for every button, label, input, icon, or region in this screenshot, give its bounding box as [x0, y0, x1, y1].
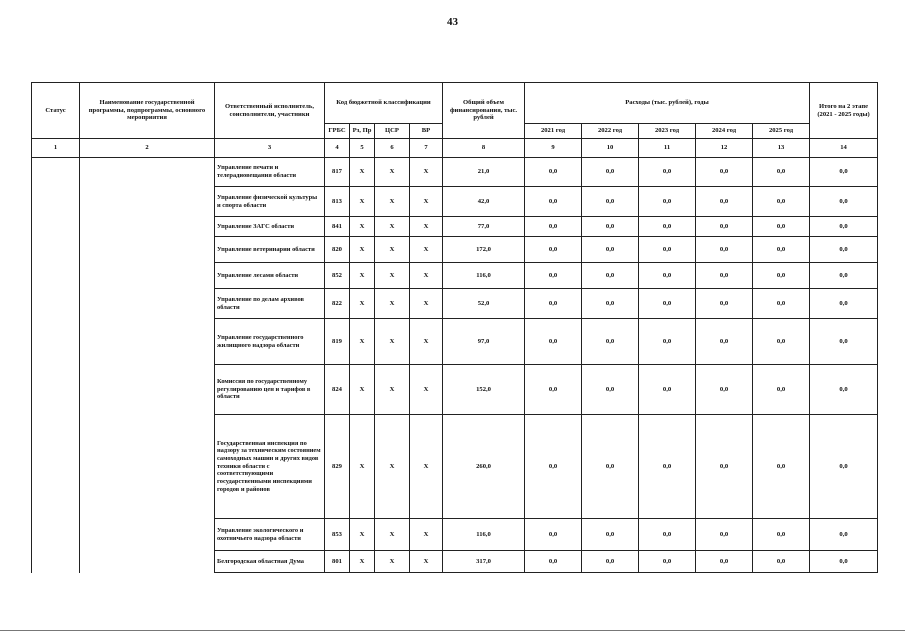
column-number: 1 [32, 139, 80, 158]
grbs-cell: 824 [325, 365, 350, 415]
csr-cell: Х [375, 519, 410, 551]
header-vr: ВР [410, 124, 443, 139]
year-2021-cell: 0,0 [525, 158, 582, 187]
budget-table [31, 82, 878, 573]
status-cell [32, 187, 80, 217]
year-2024-cell: 0,0 [696, 415, 753, 519]
header-year-2024: 2024 год [696, 124, 753, 139]
responsible-cell: Управление ветеринарии области [215, 237, 325, 263]
responsible-cell: Комиссия по государственному регулированию цен и тарифов в области [215, 365, 325, 415]
column-number-row [32, 139, 878, 158]
status-cell [32, 365, 80, 415]
year-2022-cell: 0,0 [582, 365, 639, 415]
year-2025-cell: 0,0 [753, 551, 810, 573]
program-name-cell [80, 158, 215, 187]
vr-cell: Х [410, 519, 443, 551]
year-2024-cell: 0,0 [696, 319, 753, 365]
table-row [32, 237, 878, 263]
total-cell: 260,0 [443, 415, 525, 519]
year-2022-cell: 0,0 [582, 519, 639, 551]
column-number: 8 [443, 139, 525, 158]
header-csr: ЦСР [375, 124, 410, 139]
year-2023-cell: 0,0 [639, 263, 696, 289]
responsible-cell: Управление лесами области [215, 263, 325, 289]
year-2021-cell: 0,0 [525, 289, 582, 319]
year-2021-cell: 0,0 [525, 415, 582, 519]
grbs-cell: 801 [325, 551, 350, 573]
stage-total-cell: 0,0 [810, 415, 878, 519]
column-number: 7 [410, 139, 443, 158]
grbs-cell: 841 [325, 217, 350, 237]
year-2023-cell: 0,0 [639, 187, 696, 217]
year-2024-cell: 0,0 [696, 263, 753, 289]
csr-cell: Х [375, 415, 410, 519]
program-name-cell [80, 551, 215, 573]
total-cell: 116,0 [443, 519, 525, 551]
year-2025-cell: 0,0 [753, 415, 810, 519]
year-2021-cell: 0,0 [525, 319, 582, 365]
csr-cell: Х [375, 217, 410, 237]
total-cell: 77,0 [443, 217, 525, 237]
total-cell: 21,0 [443, 158, 525, 187]
program-name-cell [80, 217, 215, 237]
total-cell: 52,0 [443, 289, 525, 319]
column-number: 10 [582, 139, 639, 158]
year-2022-cell: 0,0 [582, 237, 639, 263]
header-year-2025: 2025 год [753, 124, 810, 139]
header-total-funding: Общий объем финансирования, тыс. рублей [443, 83, 525, 139]
total-cell: 42,0 [443, 187, 525, 217]
csr-cell: Х [375, 237, 410, 263]
year-2024-cell: 0,0 [696, 551, 753, 573]
header-program-name: Наименование государственной программы, подпрограммы, основного мероприятия [80, 83, 215, 139]
rz-pr-cell: Х [350, 289, 375, 319]
total-cell: 317,0 [443, 551, 525, 573]
year-2021-cell: 0,0 [525, 237, 582, 263]
table-body [32, 158, 878, 573]
csr-cell: Х [375, 158, 410, 187]
year-2022-cell: 0,0 [582, 263, 639, 289]
year-2023-cell: 0,0 [639, 319, 696, 365]
csr-cell: Х [375, 319, 410, 365]
rz-pr-cell: Х [350, 158, 375, 187]
table-row [32, 158, 878, 187]
stage-total-cell: 0,0 [810, 217, 878, 237]
table-row [32, 187, 878, 217]
program-name-cell [80, 263, 215, 289]
rz-pr-cell: Х [350, 187, 375, 217]
program-name-cell [80, 187, 215, 217]
status-cell [32, 158, 80, 187]
column-number: 4 [325, 139, 350, 158]
rz-pr-cell: Х [350, 217, 375, 237]
csr-cell: Х [375, 365, 410, 415]
year-2025-cell: 0,0 [753, 158, 810, 187]
column-number: 12 [696, 139, 753, 158]
header-responsible: Ответственный исполнитель, соисполнители, участники [215, 83, 325, 139]
responsible-cell: Управление государственного жилищного надзора области [215, 319, 325, 365]
table-row [32, 263, 878, 289]
total-cell: 152,0 [443, 365, 525, 415]
year-2024-cell: 0,0 [696, 365, 753, 415]
responsible-cell: Управление экологического и охотничьего надзора области [215, 519, 325, 551]
year-2025-cell: 0,0 [753, 217, 810, 237]
year-2022-cell: 0,0 [582, 158, 639, 187]
year-2023-cell: 0,0 [639, 519, 696, 551]
rz-pr-cell: Х [350, 237, 375, 263]
year-2024-cell: 0,0 [696, 187, 753, 217]
status-cell [32, 415, 80, 519]
table-row [32, 415, 878, 519]
responsible-cell: Белгородская областная Дума [215, 551, 325, 573]
vr-cell: Х [410, 217, 443, 237]
rz-pr-cell: Х [350, 551, 375, 573]
year-2025-cell: 0,0 [753, 289, 810, 319]
year-2022-cell: 0,0 [582, 187, 639, 217]
status-cell [32, 519, 80, 551]
year-2025-cell: 0,0 [753, 319, 810, 365]
year-2022-cell: 0,0 [582, 289, 639, 319]
year-2023-cell: 0,0 [639, 551, 696, 573]
column-number: 9 [525, 139, 582, 158]
grbs-cell: 820 [325, 237, 350, 263]
stage-total-cell: 0,0 [810, 237, 878, 263]
year-2021-cell: 0,0 [525, 519, 582, 551]
year-2021-cell: 0,0 [525, 365, 582, 415]
responsible-cell: Управление печати и телерадиовещания области [215, 158, 325, 187]
grbs-cell: 852 [325, 263, 350, 289]
vr-cell: Х [410, 263, 443, 289]
vr-cell: Х [410, 415, 443, 519]
status-cell [32, 319, 80, 365]
year-2022-cell: 0,0 [582, 217, 639, 237]
program-name-cell [80, 237, 215, 263]
responsible-cell: Государственная инспекция по надзору за техническим состоянием самоходных машин и других видов техники области с соответствующими государственными инспекциями городов и районов [215, 415, 325, 519]
year-2024-cell: 0,0 [696, 237, 753, 263]
year-2023-cell: 0,0 [639, 158, 696, 187]
year-2022-cell: 0,0 [582, 415, 639, 519]
stage-total-cell: 0,0 [810, 551, 878, 573]
grbs-cell: 819 [325, 319, 350, 365]
header-stage-total: Итого на 2 этапе (2021 - 2025 годы) [810, 83, 878, 139]
year-2021-cell: 0,0 [525, 551, 582, 573]
year-2023-cell: 0,0 [639, 365, 696, 415]
program-name-cell [80, 519, 215, 551]
program-name-cell [80, 415, 215, 519]
year-2022-cell: 0,0 [582, 319, 639, 365]
year-2025-cell: 0,0 [753, 519, 810, 551]
vr-cell: Х [410, 187, 443, 217]
year-2024-cell: 0,0 [696, 289, 753, 319]
column-number: 14 [810, 139, 878, 158]
table-row [32, 289, 878, 319]
program-name-cell [80, 289, 215, 319]
column-number: 5 [350, 139, 375, 158]
status-cell [32, 237, 80, 263]
responsible-cell: Управление по делам архивов области [215, 289, 325, 319]
year-2023-cell: 0,0 [639, 415, 696, 519]
stage-total-cell: 0,0 [810, 289, 878, 319]
table-row [32, 519, 878, 551]
total-cell: 116,0 [443, 263, 525, 289]
column-number: 13 [753, 139, 810, 158]
stage-total-cell: 0,0 [810, 187, 878, 217]
column-number: 6 [375, 139, 410, 158]
header-year-2022: 2022 год [582, 124, 639, 139]
responsible-cell: Управление ЗАГС области [215, 217, 325, 237]
year-2024-cell: 0,0 [696, 217, 753, 237]
page-number: 43 [447, 16, 458, 28]
year-2021-cell: 0,0 [525, 263, 582, 289]
vr-cell: Х [410, 289, 443, 319]
year-2023-cell: 0,0 [639, 237, 696, 263]
grbs-cell: 817 [325, 158, 350, 187]
csr-cell: Х [375, 187, 410, 217]
total-cell: 97,0 [443, 319, 525, 365]
year-2023-cell: 0,0 [639, 217, 696, 237]
stage-total-cell: 0,0 [810, 519, 878, 551]
year-2022-cell: 0,0 [582, 551, 639, 573]
year-2025-cell: 0,0 [753, 237, 810, 263]
year-2021-cell: 0,0 [525, 217, 582, 237]
csr-cell: Х [375, 289, 410, 319]
header-grbs: ГРБС [325, 124, 350, 139]
stage-total-cell: 0,0 [810, 365, 878, 415]
page-bottom-edge [0, 630, 905, 641]
rz-pr-cell: Х [350, 519, 375, 551]
year-2024-cell: 0,0 [696, 519, 753, 551]
rz-pr-cell: Х [350, 415, 375, 519]
year-2025-cell: 0,0 [753, 187, 810, 217]
table-row [32, 365, 878, 415]
csr-cell: Х [375, 263, 410, 289]
vr-cell: Х [410, 158, 443, 187]
grbs-cell: 829 [325, 415, 350, 519]
year-2021-cell: 0,0 [525, 187, 582, 217]
table-row [32, 319, 878, 365]
table-header [32, 83, 878, 139]
vr-cell: Х [410, 319, 443, 365]
year-2025-cell: 0,0 [753, 263, 810, 289]
vr-cell: Х [410, 365, 443, 415]
year-2023-cell: 0,0 [639, 289, 696, 319]
header-budget-code: Код бюджетной классификации [325, 83, 443, 124]
rz-pr-cell: Х [350, 319, 375, 365]
header-year-2023: 2023 год [639, 124, 696, 139]
header-rz-pr: Рз, Пр [350, 124, 375, 139]
status-cell [32, 551, 80, 573]
status-cell [32, 217, 80, 237]
stage-total-cell: 0,0 [810, 319, 878, 365]
rz-pr-cell: Х [350, 263, 375, 289]
grbs-cell: 822 [325, 289, 350, 319]
status-cell [32, 289, 80, 319]
column-number: 2 [80, 139, 215, 158]
column-number: 11 [639, 139, 696, 158]
responsible-cell: Управление физической культуры и спорта области [215, 187, 325, 217]
vr-cell: Х [410, 551, 443, 573]
rz-pr-cell: Х [350, 365, 375, 415]
program-name-cell [80, 319, 215, 365]
header-expenses: Расходы (тыс. рублей), годы [525, 83, 810, 124]
column-number: 3 [215, 139, 325, 158]
stage-total-cell: 0,0 [810, 263, 878, 289]
vr-cell: Х [410, 237, 443, 263]
header-status: Статус [32, 83, 80, 139]
header-year-2021: 2021 год [525, 124, 582, 139]
program-name-cell [80, 365, 215, 415]
stage-total-cell: 0,0 [810, 158, 878, 187]
status-cell [32, 263, 80, 289]
grbs-cell: 853 [325, 519, 350, 551]
total-cell: 172,0 [443, 237, 525, 263]
year-2025-cell: 0,0 [753, 365, 810, 415]
table-row [32, 551, 878, 573]
table-row [32, 217, 878, 237]
csr-cell: Х [375, 551, 410, 573]
year-2024-cell: 0,0 [696, 158, 753, 187]
grbs-cell: 813 [325, 187, 350, 217]
